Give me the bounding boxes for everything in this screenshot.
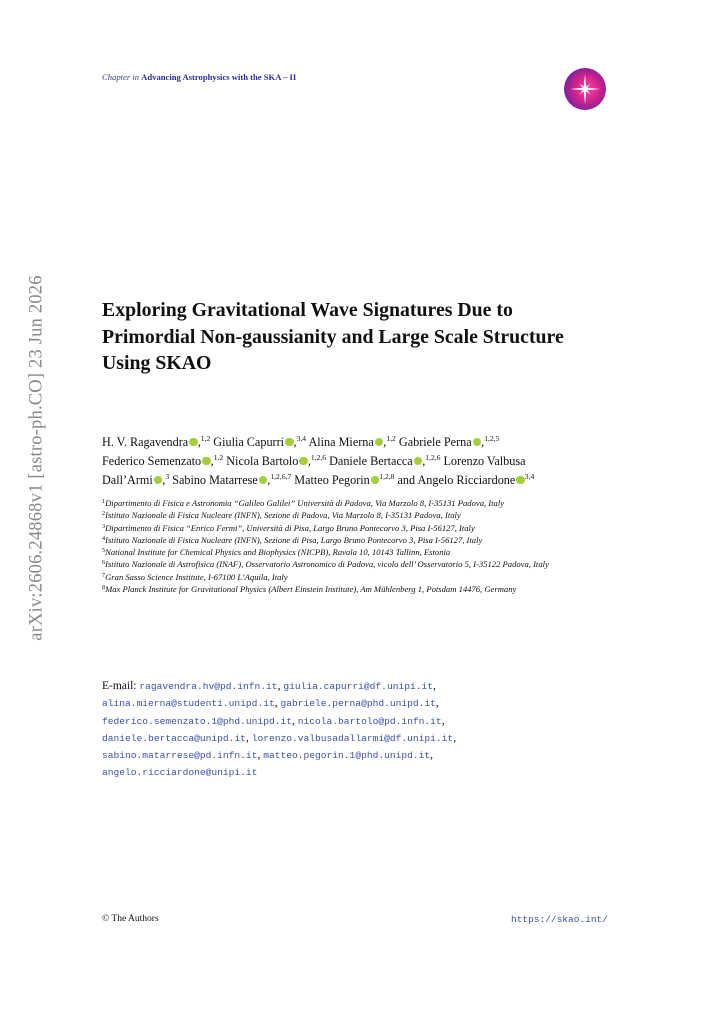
author-name: Sabino Matarrese [172,473,258,488]
author-line: Federico Semenzato ,$^{1,2}$ Nicola Bartolo ,$^{1,2,6}$ Daniele Bertacca ,$^{1,2,6}$ Lorenzo Valbusa [102,453,526,469]
email-line: alina.mierna@studenti.unipd.it, gabriele.perna@phd.unipd.it, [102,697,439,710]
skao-url-link[interactable]: https://skao.int/ [511,914,608,925]
affiliation-number: 3 [102,522,106,530]
email-block [102,678,456,782]
affiliation-number: 5 [102,547,106,555]
email-line: federico.semenzato.1@phd.unipd.it, nicola.bartolo@pd.infn.it, [102,714,445,727]
orcid-icon[interactable] [375,438,384,447]
affiliation-number: 1 [102,498,106,505]
affiliation-text: Istituto Nazionale di Fisica Nucleare (INFN), Sezione di Padova, Via Marzolo 8, I-35131 Padova, Italy [105,510,461,521]
affiliation-item [102,558,627,570]
author-name: Gabriele Perna [398,435,472,449]
orcid-icon[interactable] [371,476,380,485]
affiliation-number: 8 [102,584,106,592]
orcid-icon[interactable] [259,476,268,485]
title-line: Primordial Non-gaussianity and Large Scale Structure [102,325,564,348]
orcid-icon[interactable] [414,457,423,466]
author-affil: 1,2,6 [425,453,441,463]
chapter-line [102,72,296,82]
affiliation-item [102,522,627,534]
affiliation-list [102,497,627,595]
orcid-icon[interactable] [299,457,308,466]
chapter-prefix: Chapter in [102,72,140,82]
orcid-icon[interactable] [189,438,198,447]
author-line: H. V. Ragavendra ,$^{1,2}$ Giulia Capurri ,$^{3,4}$ Alina Mierna ,$^{1,2}$ Gabriele Perna ,$^{1,2,5}$ [102,434,500,449]
author-name: Federico Semenzato [102,454,202,469]
email-line: sabino.matarrese@pd.infn.it, matteo.pegorin.1@phd.unipd.it, [102,749,434,762]
email-line: E-mail: ragavendra.hv@pd.infn.it, giulia.capurri@df.unipi.it, [102,680,436,692]
author-affil: 1,2,5 [484,434,500,443]
affiliation-number: 2 [102,510,106,518]
author-name: Angelo Ricciardone [417,473,516,488]
affiliation-text: Dipartimento di Fisica “Enrico Fermi”, Università di Pisa, Largo Bruno Pontecorvo 3, Pisa I-56127, Italy [105,522,475,533]
email-link[interactable]: alina.mierna@studenti.unipd.it [102,698,275,710]
orcid-icon[interactable] [154,476,163,485]
author-affil: 3,4 [296,434,307,443]
author-affil: 3,4 [524,472,535,482]
email-link[interactable]: federico.semenzato.1@phd.unipd.it [102,715,292,727]
email-link[interactable]: daniele.bertacca@unipd.it [102,732,246,744]
author-name: Alina Mierna [308,435,374,449]
author-name: Daniele Bertacca [329,454,413,469]
author-affil: 1,2 [213,453,224,463]
author-name-part: Lorenzo Valbusa [443,454,526,469]
email-link[interactable]: angelo.ricciardone@unipi.it [102,767,258,779]
and-word: and [397,473,416,488]
affiliation-item [102,546,627,558]
email-link[interactable]: lorenzo.valbusadallarmi@df.unipi.it [251,732,454,744]
author-affil: 1,2 [386,434,396,443]
email-label: E-mail: [102,680,137,692]
affiliation-text: Max Planck Institute for Gravitational Physics (Albert Einstein Institute), Am Mühlenberg 1, Potsdam 14476, Germany [105,584,517,595]
affiliation-text: National Institute for Chemical Physics and Biophysics (NICPB), Ravala 10, 10143 Tallinn, Estonia [105,547,451,558]
author-line: Dall’Armi ,$^3$ Sabino Matarrese ,$^{1,2,6,7}$ Matteo Pegorin $^{1,2,8}$ and Angelo Ricciardone $^{3,4}$ [102,472,535,488]
paper-title [102,297,564,377]
title-line: Using SKAO [102,352,212,374]
title-line: Exploring Gravitational Wave Signatures Due to [102,299,513,321]
affiliation-number: 6 [102,559,106,567]
affiliation-number: 7 [102,571,106,579]
author-list [102,433,534,491]
orcid-icon[interactable] [202,457,211,466]
orcid-icon[interactable] [473,438,482,447]
email-link[interactable]: gabriele.perna@phd.unipd.it [280,698,436,710]
ska-star-logo-icon [564,68,606,110]
affiliation-item [102,583,627,595]
affiliation-item [102,509,627,521]
affiliation-text: Istituto Nazionale di Astrofisica (INAF), Osservatorio Astronomico di Padova, vicolo dell’ Osservatorio 5, I-35122 Padova, Italy [105,559,549,570]
email-line: daniele.bertacca@unipd.it, lorenzo.valbusadallarmi@df.unipi.it, [102,731,457,744]
affiliation-text: Dipartimento di Fisica e Astronomia “Galileo Galilei” Università di Padova, Via Marzolo 8, I-35131 Padova, Italy [105,498,505,508]
author-name: H. V. Ragavendra [102,435,189,449]
author-name: Nicola Bartolo [226,454,299,469]
author-name: Giulia Capurri [213,435,285,449]
orcid-icon[interactable] [516,476,525,485]
email-link[interactable]: sabino.matarrese@pd.infn.it [102,750,258,762]
author-affil: 1,2,6,7 [270,472,292,482]
book-title: Advancing Astrophysics with the SKA – II [141,72,297,82]
email-link[interactable]: ragavendra.hv@pd.infn.it [139,681,278,692]
affiliation-text: Gran Sasso Science Institute, I-67100 L’Aquila, Italy [105,571,288,582]
author-affil: 1,2,8 [379,472,395,482]
email-link[interactable]: matteo.pegorin.1@phd.unipd.it [263,750,431,762]
author-name-part: Dall’Armi [102,473,153,488]
author-affil: 1,2 [200,434,211,443]
affiliation-item [102,534,627,546]
affiliation-text: Istituto Nazionale di Fisica Nucleare (INFN), Sezione di Pisa, Largo Bruno Pontecorvo 3, Pisa I-56127, Italy [105,534,483,545]
affiliation-item [102,497,627,509]
arxiv-side-stamp: arXiv:2606.24868v1 [astro-ph.CO] 23 Jun 2026 [26,275,47,641]
email-link[interactable]: giulia.capurri@df.unipi.it [283,681,433,692]
affiliation-number: 4 [102,534,106,542]
copyright-notice: © The Authors [102,914,159,924]
author-affil: 3 [165,472,170,482]
email-link[interactable]: nicola.bartolo@pd.infn.it [297,715,442,727]
orcid-icon[interactable] [285,438,294,447]
affiliation-item [102,571,627,583]
author-affil: 1,2,6 [310,453,327,463]
author-name: Matteo Pegorin [294,473,370,488]
email-line [102,764,456,781]
